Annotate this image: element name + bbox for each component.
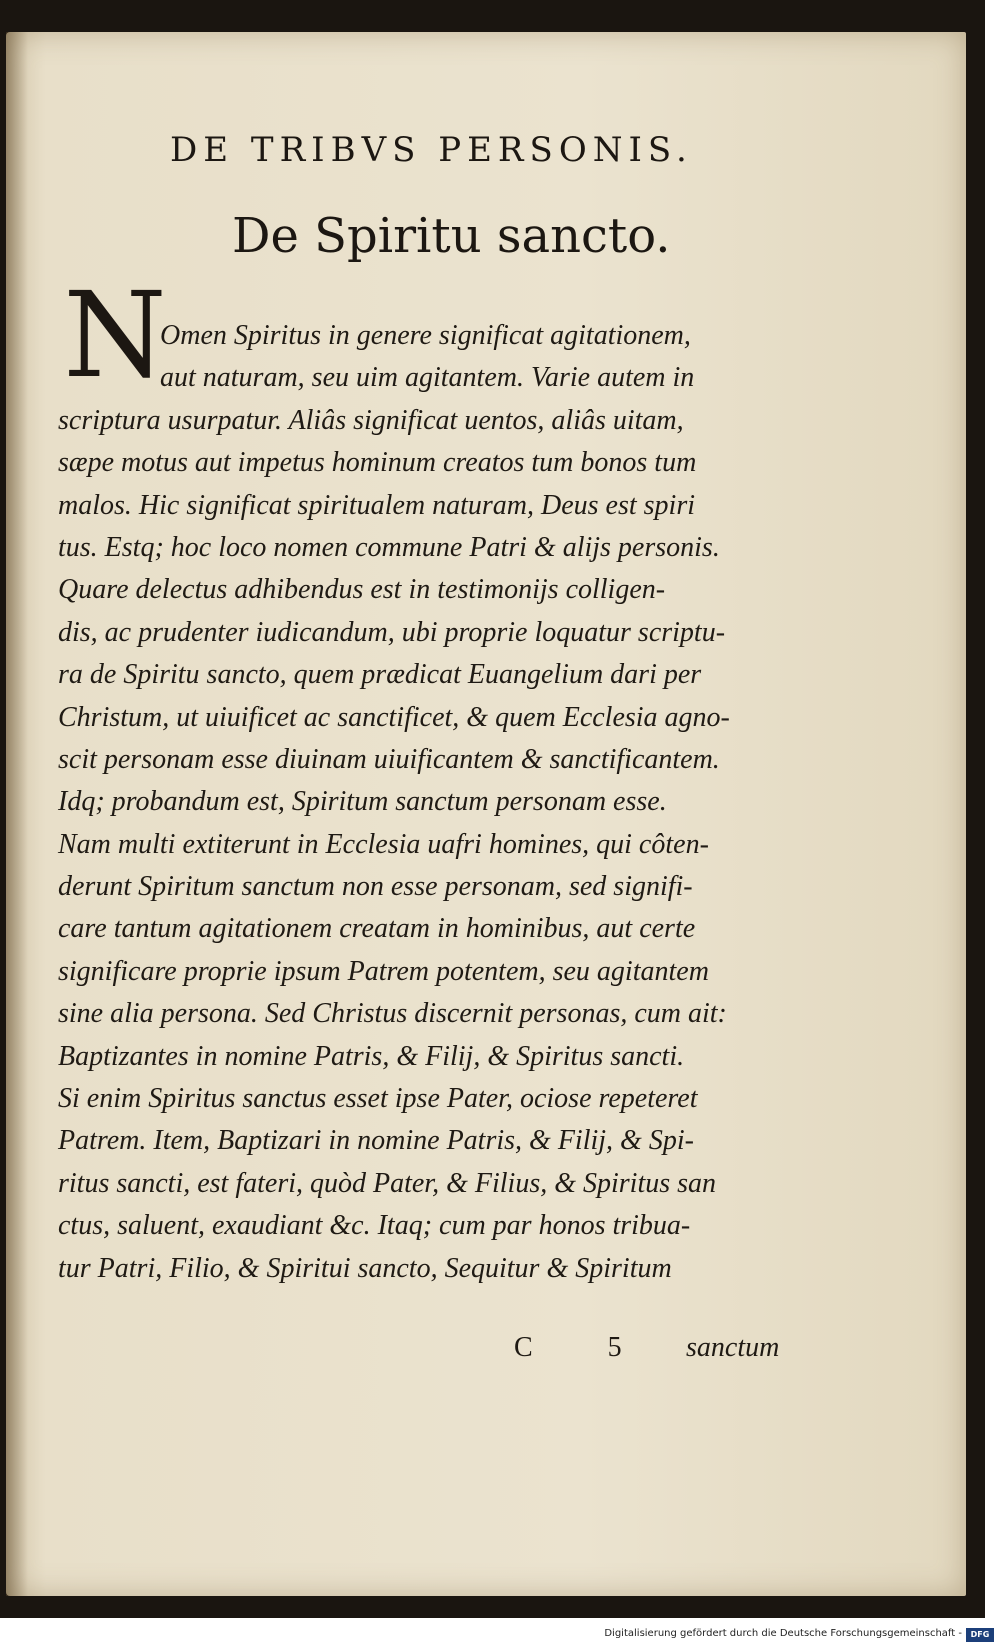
text-line: aut naturam, seu uim agitantem. Varie autem in bbox=[160, 362, 695, 394]
text-line: Si enim Spiritus sanctus esset ipse Pater, ociose repeteret bbox=[58, 1083, 698, 1115]
text-line: Omen Spiritus in genere significat agitationem, bbox=[160, 320, 691, 351]
dfg-logo-icon: DFG bbox=[966, 1628, 994, 1642]
text-line: Nam multi extiterunt in Ecclesia uafri homines, qui côten- bbox=[58, 828, 709, 860]
catchword: sanctum bbox=[686, 1332, 780, 1363]
text-line: dis, ac prudenter iudicandum, ubi proprie loquatur scriptu- bbox=[58, 616, 726, 648]
text-line: ritus sancti, est fateri, quòd Pater, & Filius, & Spiritus san bbox=[58, 1167, 717, 1199]
text-line: sine alia persona. Sed Christus discernit personas, cum ait: bbox=[58, 998, 727, 1030]
signature-mark: C 5 bbox=[514, 1332, 656, 1363]
text-line: Quare delectus adhibendus est in testimonijs colligen- bbox=[58, 574, 666, 606]
text-line: malos. Hic significat spiritualem naturam, Deus est spiri bbox=[58, 489, 695, 521]
chapter-title: De Spiritu sancto. bbox=[232, 208, 671, 264]
running-head: DE TRIBVS PERSONIS. bbox=[170, 130, 693, 170]
funding-credit: Digitalisierung gefördert durch die Deutsche Forschungsgemeinschaft - bbox=[604, 1628, 962, 1639]
text-line: tus. Estq; hoc loco nomen commune Patri & alijs personis. bbox=[58, 531, 720, 563]
drop-cap-initial: N bbox=[63, 266, 167, 404]
text-line: Christum, ut uiuificet ac sanctificet, & quem Ecclesia agno- bbox=[58, 701, 730, 733]
text-line: sæpe motus aut impetus hominum creatos tum bonos tum bbox=[58, 447, 697, 479]
text-line: significare proprie ipsum Patrem potentem, seu agitantem bbox=[58, 955, 709, 987]
text-line: care tantum agitationem creatam in hominibus, aut certe bbox=[58, 913, 696, 945]
text-line: scit personam esse diuinam uiuificantem & sanctificantem. bbox=[58, 743, 720, 775]
text-line: scriptura usurpatur. Aliâs significat uentos, aliâs uitam, bbox=[58, 404, 684, 436]
body-text bbox=[58, 315, 798, 1290]
text-line: ra de Spiritu sancto, quem prædicat Euangelium dari per bbox=[58, 659, 702, 691]
text-line: Patrem. Item, Baptizari in nomine Patris, & Filij, & Spi- bbox=[58, 1125, 694, 1157]
page-footer bbox=[58, 1332, 798, 1374]
text-line: ctus, saluent, exaudiant &c. Itaq; cum par honos tribua- bbox=[58, 1210, 691, 1242]
credit-bar bbox=[0, 1626, 1000, 1646]
text-line: derunt Spiritum sanctum non esse personam, sed signifi- bbox=[58, 871, 693, 903]
text-line: Idq; probandum est, Spiritum sanctum personam esse. bbox=[58, 786, 667, 818]
page-gutter-shadow bbox=[6, 32, 28, 1596]
text-line: tur Patri, Filio, & Spiritui sancto, Sequitur & Spiritum bbox=[58, 1252, 672, 1284]
text-line: Baptizantes in nomine Patris, & Filij, & Spiritus sancti. bbox=[58, 1040, 685, 1072]
